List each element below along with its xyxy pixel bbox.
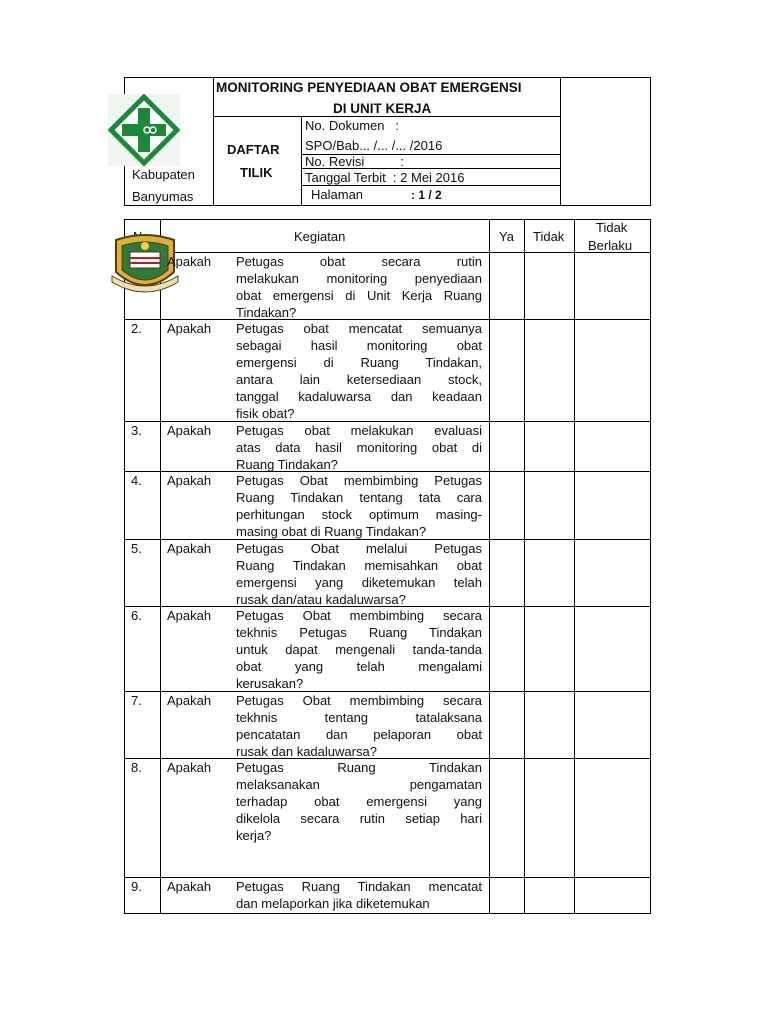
row-activity-line: pencatatan dan pelaporan obat xyxy=(236,727,482,742)
org-name-line1: Kabupaten xyxy=(132,167,195,182)
row-question-word: Apakah xyxy=(167,321,212,336)
row-number: 9. xyxy=(131,879,142,894)
halaman-label: Halaman xyxy=(311,187,364,202)
checkbox-cell-tidak-berlaku[interactable] xyxy=(575,878,650,898)
revisi-label: No. Revisi : xyxy=(305,154,404,169)
row-activity-line: obat yang telah mengalami xyxy=(236,659,482,674)
org-name-line2: Banyumas xyxy=(132,189,194,204)
row-question-word: Apakah xyxy=(167,473,212,488)
row-activity-text xyxy=(236,759,482,844)
row-activity-line: untuk dapat mengenali tanda-tanda xyxy=(236,642,482,657)
row-activity-line: emergensi di Ruang Tindakan, xyxy=(236,355,482,370)
checkbox-cell-ya[interactable] xyxy=(490,540,524,560)
row-activity-line: rusak dan/atau kadaluwarsa? xyxy=(236,592,406,607)
column-header-tidak-berlaku-line1: Tidak xyxy=(596,220,628,235)
dokumen-label: No. Dokumen : xyxy=(305,118,399,133)
checkbox-cell-tidak[interactable] xyxy=(525,253,574,273)
row-activity-line: terhadap obat emergensi yang xyxy=(236,794,482,809)
row-activity-line: Petugas Ruang Tindakan mencatat xyxy=(236,879,482,894)
row-activity-text xyxy=(236,472,482,540)
checkbox-cell-tidak-berlaku[interactable] xyxy=(575,472,650,492)
row-activity-line: dikelola secara rutin setiap hari xyxy=(236,811,482,826)
checkbox-cell-tidak[interactable] xyxy=(525,422,574,442)
document-title-line1: MONITORING PENYEDIAAN OBAT EMERGENSI xyxy=(216,80,522,95)
row-number: 2. xyxy=(131,321,142,336)
row-activity-line: Ruang Tindakan? xyxy=(236,457,338,472)
row-question-word: Apakah xyxy=(167,760,212,775)
row-question-word: Apakah xyxy=(167,423,212,438)
row-activity-line: kerusakan? xyxy=(236,676,304,691)
row-activity-line: tekhnis Petugas Ruang Tindakan xyxy=(236,625,482,640)
row-activity-line: perhitungan stock optimum masing- xyxy=(236,507,482,522)
row-activity-text xyxy=(236,253,482,321)
row-activity-line: rusak dan kadaluwarsa? xyxy=(236,744,377,759)
checkbox-cell-tidak[interactable] xyxy=(525,540,574,560)
checkbox-cell-tidak-berlaku[interactable] xyxy=(575,422,650,442)
row-activity-line: kerja? xyxy=(236,828,272,843)
checkbox-cell-tidak[interactable] xyxy=(525,472,574,492)
puskesmas-logo xyxy=(108,94,180,166)
row-activity-text xyxy=(236,540,482,608)
tilik-label: TILIK xyxy=(240,165,273,180)
checkbox-cell-tidak[interactable] xyxy=(525,320,574,340)
row-activity-line: tanggal kadaluwarsa dan keadaan xyxy=(236,389,482,404)
checkbox-cell-ya[interactable] xyxy=(490,320,524,340)
row-number: 6. xyxy=(131,608,142,623)
row-activity-text xyxy=(236,607,482,692)
checkbox-cell-tidak-berlaku[interactable] xyxy=(575,692,650,712)
row-question-word: Apakah xyxy=(167,879,212,894)
row-activity-line: melaksanakan pengamatan xyxy=(236,777,482,792)
row-question-word: Apakah xyxy=(167,608,212,623)
row-activity-line: tekhnis tentang tatalaksana xyxy=(236,710,482,725)
row-activity-line: Petugas Obat membimbing Petugas xyxy=(236,473,482,488)
checkbox-cell-tidak-berlaku[interactable] xyxy=(575,759,650,779)
row-activity-line: atas data hasil monitoring obat di xyxy=(236,440,482,455)
checkbox-cell-tidak-berlaku[interactable] xyxy=(575,540,650,560)
checkbox-cell-ya[interactable] xyxy=(490,759,524,779)
checkbox-cell-tidak[interactable] xyxy=(525,607,574,627)
row-activity-line: Petugas obat secara rutin xyxy=(236,254,482,269)
row-activity-text xyxy=(236,692,482,760)
row-activity-line: fisik obat? xyxy=(236,406,295,421)
row-activity-line: sebagai hasil monitoring obat xyxy=(236,338,482,353)
daftar-label: DAFTAR xyxy=(227,142,280,157)
checkbox-cell-tidak[interactable] xyxy=(525,878,574,898)
checkbox-cell-tidak[interactable] xyxy=(525,759,574,779)
row-activity-line: obat emergensi di Unit Kerja Ruang xyxy=(236,288,482,303)
halaman-value: : 1 / 2 xyxy=(411,188,442,202)
row-number: 4. xyxy=(131,473,142,488)
row-activity-line: Ruang Tindakan tentang tata cara xyxy=(236,490,482,505)
checkbox-cell-tidak-berlaku[interactable] xyxy=(575,607,650,627)
column-header-tidak-berlaku-line2: Berlaku xyxy=(588,238,633,253)
row-number: 7. xyxy=(131,693,142,708)
row-activity-line: masing obat di Ruang Tindakan? xyxy=(236,524,427,539)
column-header-tidak: Tidak xyxy=(533,229,565,244)
row-activity-line: melakukan monitoring penyediaan xyxy=(236,271,482,286)
column-header-ya: Ya xyxy=(499,229,514,244)
row-activity-line: Petugas Ruang Tindakan xyxy=(236,760,482,775)
row-activity-line: Petugas obat mencatat semuanya xyxy=(236,321,482,336)
row-activity-line: Petugas obat melakukan evaluasi xyxy=(236,423,482,438)
row-activity-line: Petugas Obat membimbing secara xyxy=(236,693,482,708)
column-header-kegiatan: Kegiatan xyxy=(294,229,346,244)
row-activity-text xyxy=(236,878,482,912)
row-number: 5. xyxy=(131,541,142,556)
row-activity-line: Ruang Tindakan memisahkan obat xyxy=(236,558,482,573)
row-activity-line: antara lain ketersediaan stock, xyxy=(236,372,482,387)
checkbox-cell-tidak[interactable] xyxy=(525,692,574,712)
terbit-label: Tanggal Terbit : 2 Mei 2016 xyxy=(305,170,465,185)
checkbox-cell-ya[interactable] xyxy=(490,607,524,627)
row-activity-line: emergensi yang diketemukan telah xyxy=(236,575,482,590)
dokumen-value: SPO/Bab... /... /... /2016 xyxy=(305,138,443,153)
row-activity-line: Petugas Obat melalui Petugas xyxy=(236,541,482,556)
checkbox-cell-ya[interactable] xyxy=(490,422,524,442)
row-question-word: Apakah xyxy=(167,254,212,269)
document-title-line2: DI UNIT KERJA xyxy=(333,101,432,116)
checkbox-cell-ya[interactable] xyxy=(490,253,524,273)
checkbox-cell-tidak-berlaku[interactable] xyxy=(575,320,650,340)
checkbox-cell-ya[interactable] xyxy=(490,472,524,492)
checkbox-cell-ya[interactable] xyxy=(490,878,524,898)
row-activity-text xyxy=(236,422,482,473)
row-question-word: Apakah xyxy=(167,541,212,556)
checkbox-cell-ya[interactable] xyxy=(490,692,524,712)
row-activity-line: Tindakan? xyxy=(236,305,297,320)
row-number: 8. xyxy=(131,760,142,775)
row-activity-text xyxy=(236,320,482,422)
checkbox-cell-tidak-berlaku[interactable] xyxy=(575,253,650,273)
row-question-word: Apakah xyxy=(167,693,212,708)
row-activity-line: dan melaporkan jika diketemukan xyxy=(236,896,430,911)
row-activity-line: Petugas Obat membimbing secara xyxy=(236,608,482,623)
row-number: 3. xyxy=(131,423,142,438)
